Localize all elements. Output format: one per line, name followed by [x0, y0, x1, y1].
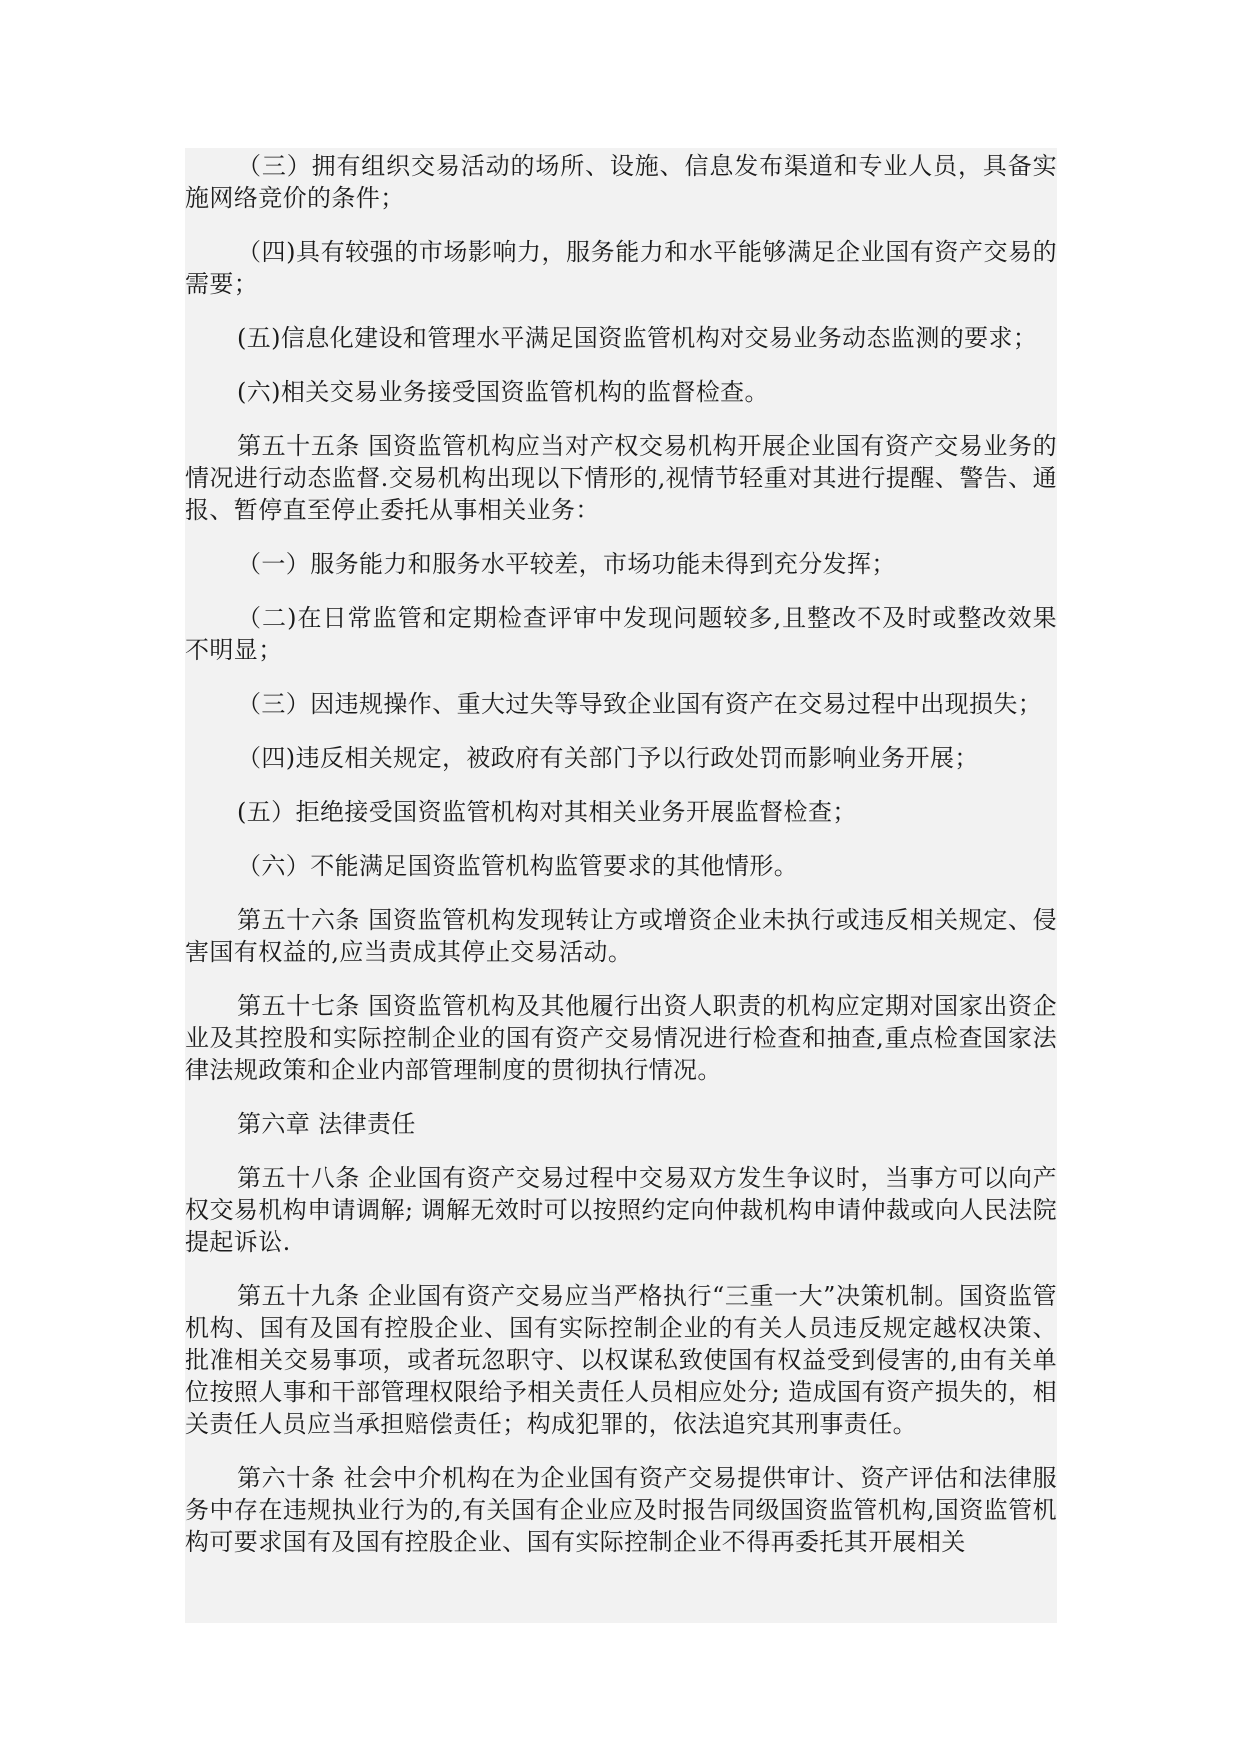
paragraph-article-55-item-5: (五）拒绝接受国资监管机构对其相关业务开展监督检查；	[237, 798, 857, 826]
paragraph-article-55-item-6: （六）不能满足国资监管机构监管要求的其他情形。	[237, 852, 799, 880]
paragraph-article-57: 第五十七条 国资监管机构及其他履行出资人职责的机构应定期对国家出资企业及其控股和实际控制企业的国有资产交易情况进行检查和抽查,重点检查国家法律法规政策和企业内部管理制度的贯彻执行情况。	[185, 992, 1057, 1084]
paragraph-article-55: 第五十五条 国资监管机构应当对产权交易机构开展企业国有资产交易业务的情况进行动态监督.交易机构出现以下情形的,视情节轻重对其进行提醒、警告、通报、暂停直至停止委托从事相关业务：	[185, 432, 1057, 524]
paragraph-item-6-supervision: (六)相关交易业务接受国资监管机构的监督检查。	[237, 378, 769, 406]
paragraph-item-4-influence: （四)具有较强的市场影响力，服务能力和水平能够满足企业国有资产交易的需要；	[185, 238, 1057, 298]
paragraph-article-60: 第六十条 社会中介机构在为企业国有资产交易提供审计、资产评估和法律服务中存在违规执业行为的,有关国有企业应及时报告同级国资监管机构,国资监管机构可要求国有及国有控股企业、国有实际控制企业不得再委托其开展相关	[185, 1464, 1057, 1556]
paragraph-article-55-item-2: （二)在日常监管和定期检查评审中发现问题较多,且整改不及时或整改效果不明显；	[185, 604, 1057, 664]
paragraph-article-55-item-1: （一）服务能力和服务水平较差，市场功能未得到充分发挥；	[237, 550, 896, 578]
paragraph-article-56: 第五十六条 国资监管机构发现转让方或增资企业未执行或违反相关规定、侵害国有权益的,应当责成其停止交易活动。	[185, 906, 1057, 966]
paragraph-article-55-item-4: （四)违反相关规定，被政府有关部门予以行政处罚而影响业务开展；	[237, 744, 979, 772]
paragraph-article-55-item-3: （三）因违规操作、重大过失等导致企业国有资产在交易过程中出现损失；	[237, 690, 1043, 718]
paragraph-item-5-informatization: (五)信息化建设和管理水平满足国资监管机构对交易业务动态监测的要求；	[237, 324, 1038, 352]
paragraph-article-58: 第五十八条 企业国有资产交易过程中交易双方发生争议时，当事方可以向产权交易机构申请调解; 调解无效时可以按照约定向仲裁机构申请仲裁或向人民法院提起诉讼.	[185, 1164, 1057, 1256]
chapter-6-heading: 第六章 法律责任	[237, 1110, 416, 1138]
paragraph-article-59: 第五十九条 企业国有资产交易应当严格执行“三重一大”决策机制。国资监管机构、国有及国有控股企业、国有实际控制企业的有关人员违反规定越权决策、批准相关交易事项，或者玩忽职守、以权谋私致使国有权益受到侵害的,由有关单位按照人事和干部管理权限给予相关责任人员相应处分; 造成国有资产损失的，相关责任人员应当承担赔偿责任；构成犯罪的，依法追究其刑事责任。	[185, 1282, 1057, 1438]
document-body	[185, 148, 1057, 1623]
paragraph-item-3-venue: （三）拥有组织交易活动的场所、设施、信息发布渠道和专业人员，具备实施网络竞价的条件；	[185, 152, 1057, 212]
